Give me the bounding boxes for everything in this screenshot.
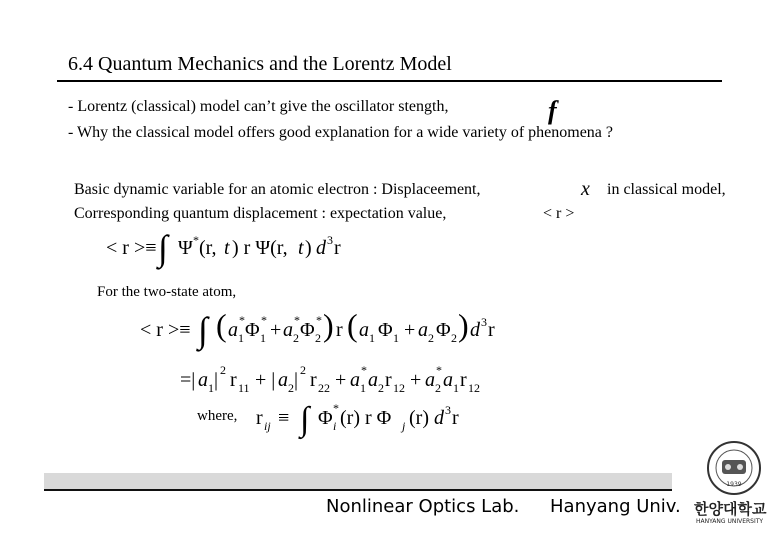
- svg-text:r: r: [385, 369, 392, 391]
- svg-text:+: +: [410, 369, 422, 391]
- svg-text:+: +: [270, 319, 282, 341]
- svg-text:d: d: [316, 237, 326, 259]
- svg-text:∫: ∫: [300, 401, 310, 438]
- equation-two-state-result: [180, 362, 510, 401]
- svg-text:): ): [305, 237, 312, 259]
- svg-text:1: 1: [369, 331, 375, 345]
- svg-text:∫: ∫: [158, 228, 168, 268]
- svg-text:=|: =|: [180, 369, 196, 391]
- quantum-displacement-line: Corresponding quantum displacement : expectation value,: [74, 205, 447, 222]
- svg-text:a: a: [350, 369, 360, 391]
- displacement-line: Basic dynamic variable for an atomic electron : Displaceement,: [74, 181, 481, 198]
- svg-text:1: 1: [453, 381, 459, 395]
- svg-text:3: 3: [445, 403, 451, 417]
- svg-text:1: 1: [238, 331, 244, 345]
- svg-text:*: *: [333, 401, 339, 415]
- svg-text:Ψ: Ψ: [178, 237, 193, 259]
- svg-text:a: a: [368, 369, 378, 391]
- svg-text:a: a: [278, 369, 288, 391]
- svg-text:2: 2: [293, 331, 299, 345]
- svg-text:2: 2: [428, 331, 434, 345]
- hanyang-university-logo: [690, 438, 778, 534]
- svg-text:11: 11: [238, 381, 250, 395]
- slide-title: 6.4 Quantum Mechanics and the Lorentz Model: [68, 53, 452, 75]
- svg-text:r: r: [488, 319, 495, 341]
- svg-text:a: a: [418, 319, 428, 341]
- equation-expectation-value-graphic: [106, 228, 366, 270]
- svg-text:+: +: [335, 369, 347, 391]
- svg-text:(: (: [216, 307, 227, 343]
- svg-text:d: d: [434, 407, 444, 429]
- svg-text:2: 2: [288, 381, 294, 395]
- svg-text:2: 2: [451, 331, 457, 345]
- logo-korean-text: 한양대학교: [694, 500, 767, 518]
- svg-text:r: r: [452, 407, 459, 429]
- svg-text:i: i: [333, 419, 337, 433]
- svg-text:1: 1: [360, 381, 366, 395]
- svg-text:a: a: [425, 369, 435, 391]
- footer-rule: [44, 489, 672, 491]
- svg-text:2: 2: [220, 363, 226, 377]
- svg-text:): ): [323, 307, 334, 343]
- svg-text:r: r: [256, 407, 263, 429]
- svg-text:r: r: [336, 319, 343, 341]
- svg-text:12: 12: [468, 381, 480, 395]
- svg-text:+ |: + |: [255, 369, 276, 391]
- bullet-lorentz-limitation: - Lorentz (classical) model can’t give the oscillator stength,: [68, 98, 449, 115]
- svg-text:2: 2: [378, 381, 384, 395]
- logo-english-text: HANYANG UNIVERSITY: [696, 518, 764, 525]
- svg-text:t: t: [298, 237, 304, 259]
- svg-text:< r >≡: < r >≡: [140, 319, 191, 341]
- svg-text:Φ: Φ: [300, 319, 315, 341]
- svg-text:a: a: [359, 319, 369, 341]
- svg-text:≡: ≡: [278, 407, 290, 429]
- svg-text:2: 2: [300, 363, 306, 377]
- classical-model-text: in classical model,: [607, 181, 726, 198]
- svg-text:*: *: [294, 313, 300, 327]
- svg-text:22: 22: [318, 381, 330, 395]
- bullet-classical-explanation: - Why the classical model offers good explanation for a wide variety of phenomena ?: [68, 124, 613, 141]
- svg-text:r: r: [230, 369, 237, 391]
- oscillator-strength-symbol: f: [548, 96, 557, 125]
- svg-text:): ): [458, 307, 469, 343]
- svg-text:1939: 1939: [726, 481, 742, 488]
- footer-band: [44, 473, 672, 490]
- svg-text:Φ: Φ: [318, 407, 333, 429]
- expectation-value-symbol: < r >: [543, 205, 575, 222]
- svg-text:(r): (r): [409, 407, 429, 429]
- svg-text:r: r: [460, 369, 467, 391]
- svg-text:j: j: [402, 419, 406, 433]
- svg-text:|: |: [214, 369, 219, 391]
- svg-text:a: a: [228, 319, 238, 341]
- equation-two-state-integral: [140, 308, 500, 357]
- displacement-symbol: x: [581, 178, 590, 200]
- svg-text:*: *: [436, 363, 442, 377]
- svg-text:d: d: [470, 319, 480, 341]
- svg-text:1: 1: [260, 331, 266, 345]
- svg-text:+: +: [404, 319, 416, 341]
- svg-text:(r) r Φ: (r) r Φ: [340, 407, 392, 429]
- footer-lab-name: Nonlinear Optics Lab.: [326, 496, 520, 517]
- svg-text:*: *: [261, 313, 267, 327]
- svg-text:1: 1: [393, 331, 399, 345]
- svg-text:Φ: Φ: [378, 319, 393, 341]
- equation-matrix-element: [256, 398, 466, 443]
- svg-text:*: *: [239, 313, 245, 327]
- svg-text:1: 1: [208, 381, 214, 395]
- equation-matrix-element-graphic: [256, 398, 466, 438]
- footer-university: Hanyang Univ.: [550, 496, 681, 517]
- two-state-label: For the two-state atom,: [97, 284, 237, 300]
- svg-text:r: r: [310, 369, 317, 391]
- svg-text:(r,: (r,: [199, 237, 217, 259]
- svg-text:∫: ∫: [198, 310, 208, 350]
- svg-text:|: |: [294, 369, 299, 391]
- svg-text:ij: ij: [264, 419, 271, 433]
- svg-text:*: *: [361, 363, 367, 377]
- svg-text:t: t: [224, 237, 230, 259]
- svg-text:(: (: [347, 307, 358, 343]
- svg-text:*: *: [193, 233, 199, 247]
- svg-text:Φ: Φ: [245, 319, 260, 341]
- title-underline: [57, 80, 722, 82]
- svg-text:2: 2: [435, 381, 441, 395]
- svg-text:r: r: [334, 237, 341, 259]
- where-label: where,: [197, 408, 238, 424]
- svg-text:a: a: [198, 369, 208, 391]
- svg-text:3: 3: [481, 315, 487, 329]
- svg-text:a: a: [443, 369, 453, 391]
- svg-text:2: 2: [315, 331, 321, 345]
- svg-text:*: *: [316, 313, 322, 327]
- svg-text:< r >≡: < r >≡: [106, 237, 157, 259]
- svg-text:a: a: [283, 319, 293, 341]
- equation-two-state-result-graphic: [180, 362, 510, 396]
- svg-text:Φ: Φ: [436, 319, 451, 341]
- svg-text:) r Ψ(r,: ) r Ψ(r,: [232, 237, 288, 259]
- svg-text:3: 3: [327, 233, 333, 247]
- equation-two-state-integral-graphic: [140, 308, 500, 352]
- svg-text:12: 12: [393, 381, 405, 395]
- equation-expectation-value: [106, 228, 366, 275]
